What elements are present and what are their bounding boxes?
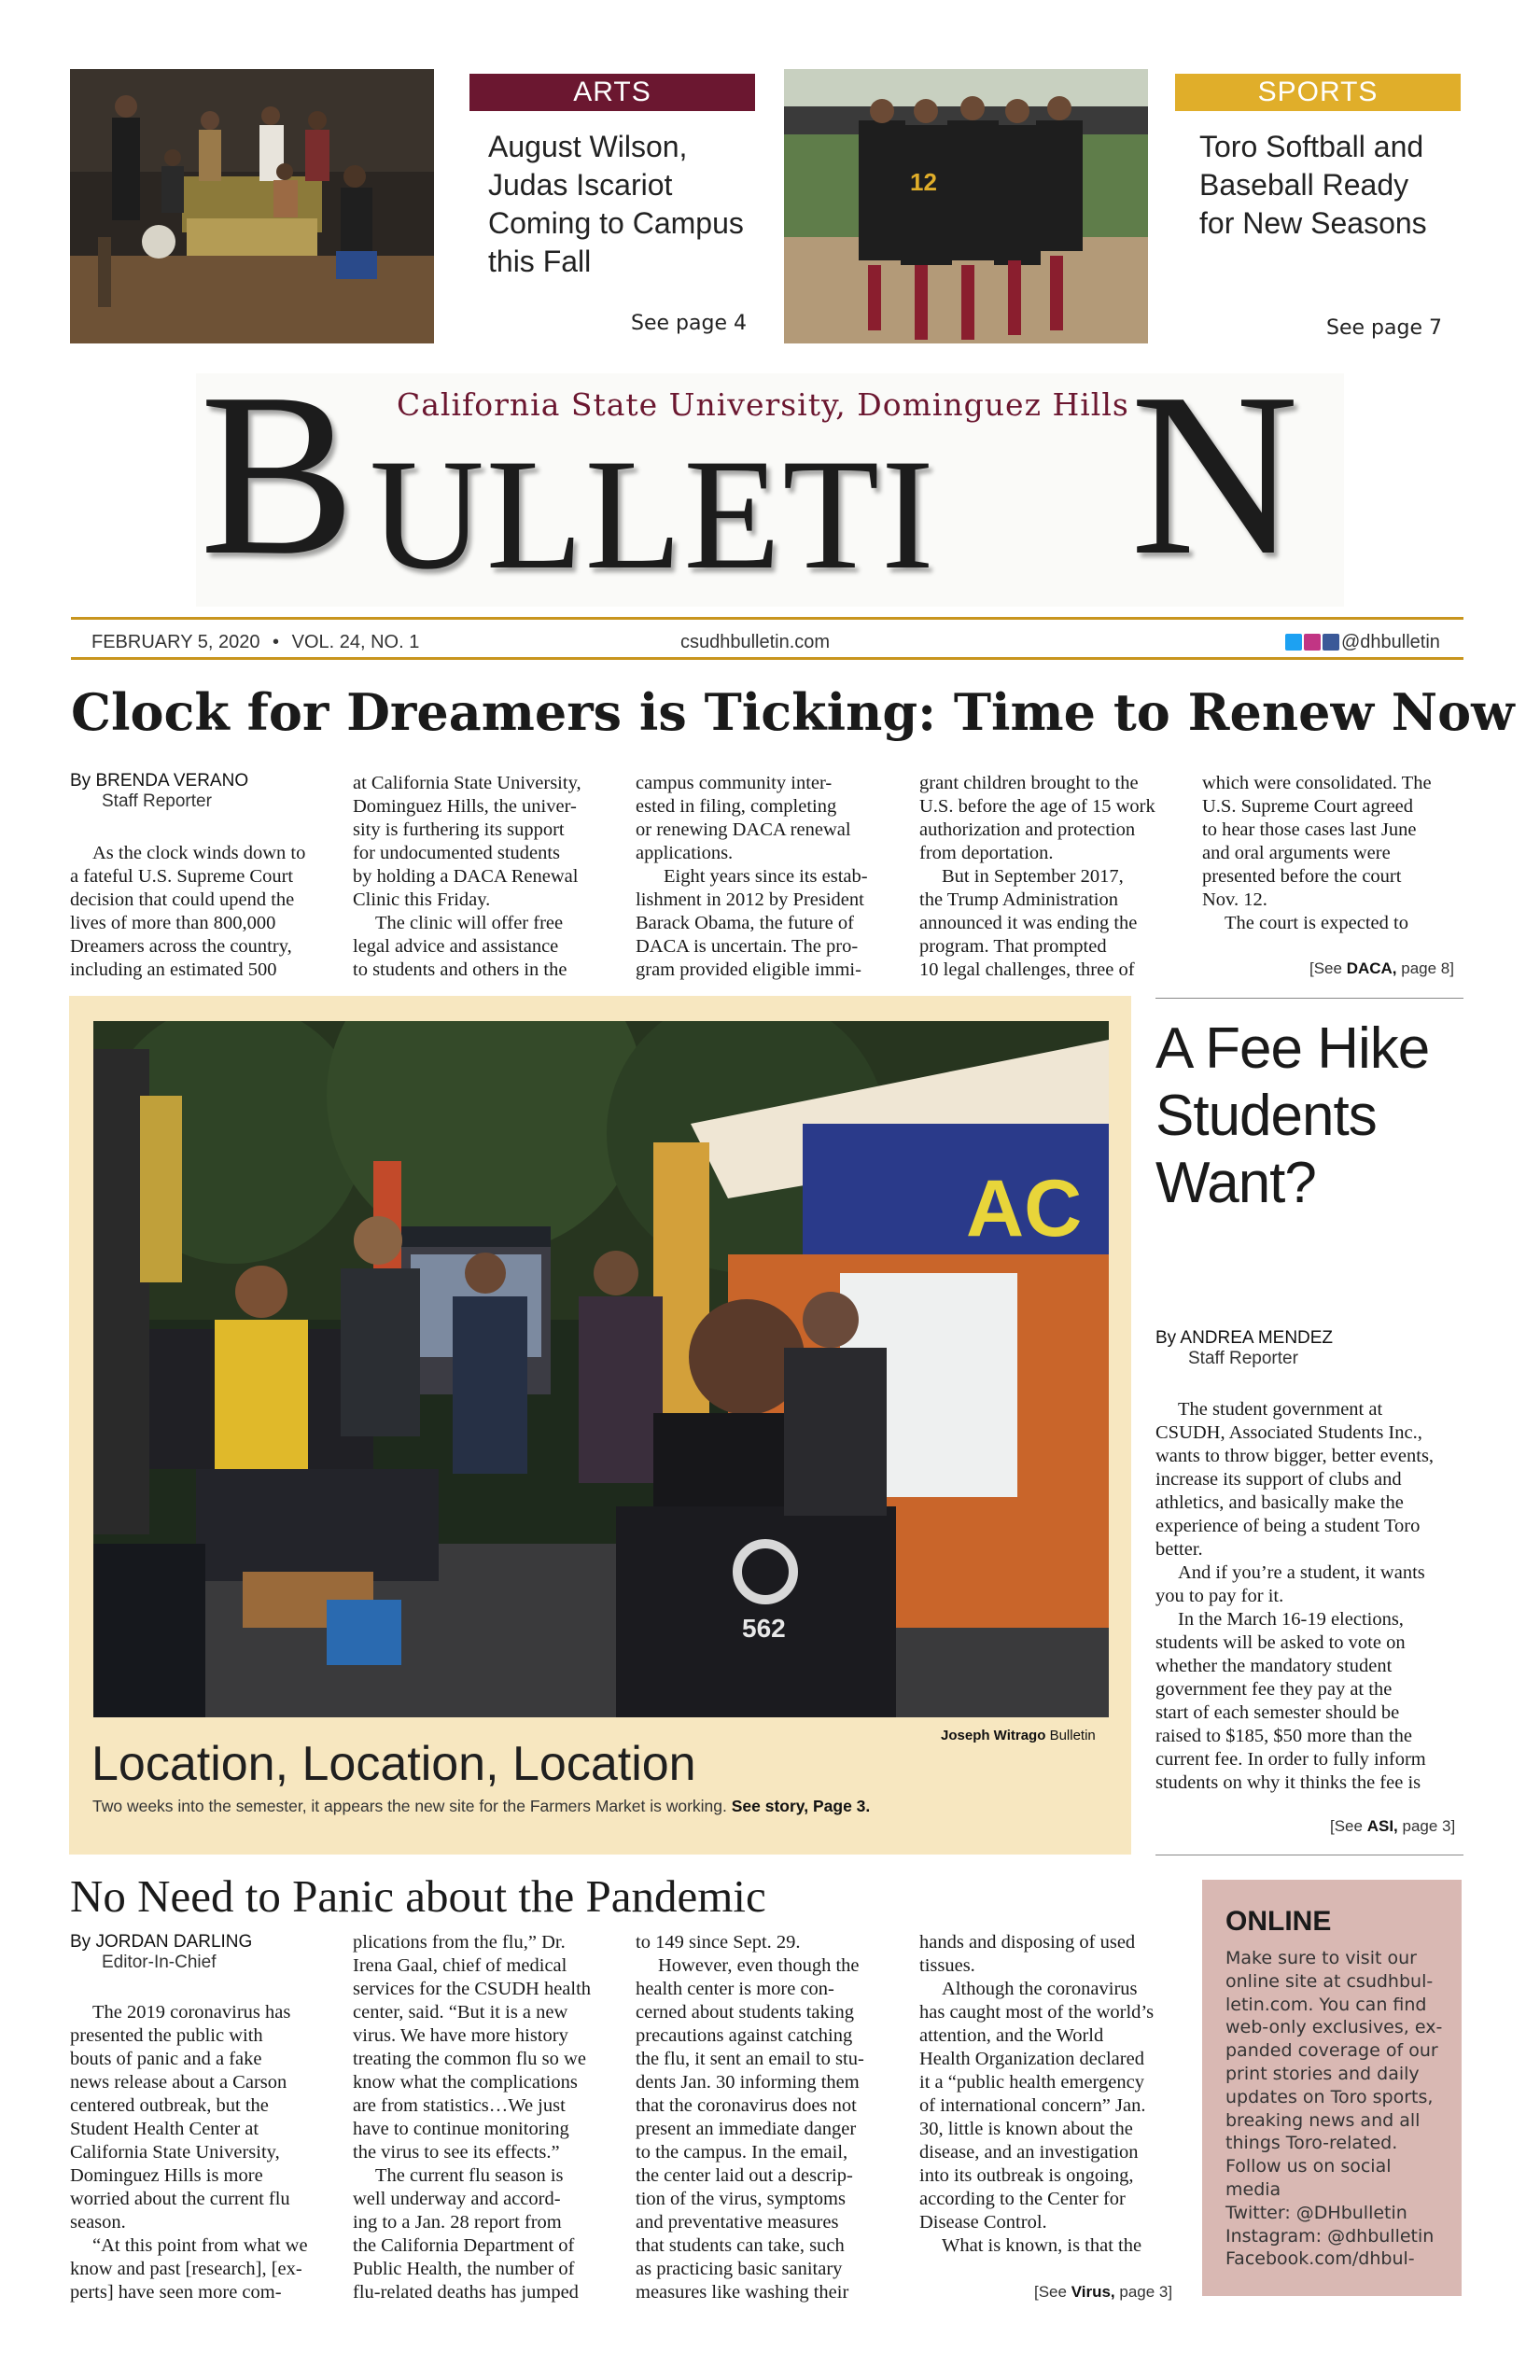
text-line: are from statistics…We just — [353, 2095, 566, 2116]
text-line: start of each semester should be — [1155, 1702, 1400, 1723]
text-line: web-only exclusives, ex- — [1225, 2017, 1443, 2038]
jump-key: DACA, — [1346, 959, 1397, 977]
social-links[interactable] — [1285, 632, 1440, 653]
text-line: as practicing basic sanitary — [636, 2259, 843, 2279]
svg-text:12: 12 — [910, 168, 937, 196]
text-line: print stories and daily — [1225, 2063, 1420, 2084]
text-line: the flu, it sent an email to stu- — [636, 2049, 864, 2069]
text-line: centered outbreak, but the — [70, 2095, 269, 2116]
masthead[interactable] — [196, 345, 1344, 607]
text-line: presented before the court — [1202, 866, 1402, 887]
text-line: a fateful U.S. Supreme Court — [70, 866, 294, 887]
text-line: dents Jan. 30 informing them — [636, 2072, 860, 2093]
text-line: panded coverage of our — [1225, 2040, 1438, 2062]
sports-teaser-title[interactable] — [1199, 128, 1470, 243]
text-line: cerned about students taking — [636, 2002, 854, 2023]
text-line: better. — [1155, 1539, 1203, 1560]
text-line: applications. — [636, 843, 734, 863]
masthead-rule-bottom — [71, 657, 1463, 660]
text-line: at California State University, — [353, 773, 581, 793]
pandemic-column-4 — [919, 1931, 1190, 2258]
sports-photo[interactable] — [784, 69, 1148, 343]
text-line: Dreamers across the country, — [70, 936, 292, 957]
fee-headline-line: A Fee Hike — [1155, 1016, 1430, 1081]
pandemic-column-2 — [353, 1931, 623, 2304]
instagram-icon[interactable] — [1304, 634, 1321, 651]
text-line: CSUDH, Associated Students Inc., — [1155, 1422, 1422, 1443]
text-line: program. That prompted — [919, 936, 1107, 957]
text-line: news release about a Carson — [70, 2072, 287, 2093]
text-line: students on why it thinks the fee is — [1155, 1772, 1421, 1793]
text-line: flu-related deaths has jumped — [353, 2282, 579, 2303]
text-line: including an estimated 500 — [70, 959, 277, 980]
text-line: Dominguez Hills, the univer- — [353, 796, 577, 817]
text-line: online site at csudhbul- — [1225, 1970, 1434, 1992]
text-line: and preventative measures — [636, 2212, 839, 2233]
online-title: ONLINE — [1225, 1906, 1332, 1937]
text-line: that students can take, such — [636, 2235, 845, 2256]
text-line: perts] have seen more com- — [70, 2282, 282, 2303]
feature-title[interactable]: Location, Location, Location — [91, 1737, 696, 1791]
text-line: Nov. 12. — [1202, 889, 1267, 910]
text-line: 30, little is known about the — [919, 2119, 1133, 2139]
fee-jump-link[interactable] — [1330, 1817, 1455, 1836]
text-line: ested in filing, completing — [636, 796, 837, 817]
text-line: the virus to see its effects.” — [353, 2142, 560, 2163]
text-line: updates on Toro sports, — [1225, 2086, 1434, 2107]
text-line: tion of the virus, symptoms — [636, 2189, 846, 2209]
text-line: tissues. — [919, 1955, 975, 1976]
text-line: hands and disposing of used — [919, 1932, 1136, 1953]
jump-pre: [See — [1330, 1817, 1367, 1835]
text-line: The student government at — [1178, 1399, 1383, 1420]
feature-caption — [92, 1797, 870, 1816]
text-line: announced it was ending the — [919, 913, 1138, 933]
lead-headline[interactable]: Clock for Dreamers is Ticking: Time to Renew Now — [71, 682, 1515, 742]
text-line: to the campus. In the email, — [636, 2142, 848, 2163]
jump-key: ASI, — [1366, 1817, 1398, 1835]
caption-text: Two weeks into the semester, it appears the new site for the Farmers Market is working. — [92, 1797, 727, 1815]
svg-text:AC: AC — [966, 1164, 1083, 1253]
text-line: to 149 since Sept. 29. — [636, 1932, 801, 1953]
lead-column-4 — [919, 772, 1190, 982]
text-line: Dominguez Hills is more — [70, 2165, 263, 2186]
text-line: authorization and protection — [919, 819, 1136, 840]
text-line: by holding a DACA Renewal — [353, 866, 579, 887]
fee-byline — [1155, 1328, 1333, 1369]
text-line: Eight years since its estab- — [664, 866, 868, 887]
text-line: grant children brought to the — [919, 773, 1139, 793]
text-line: and oral arguments were — [1202, 843, 1391, 863]
masthead-university: California State University, Dominguez Hills — [397, 386, 1129, 423]
arts-teaser-line: Coming to Campus — [488, 206, 744, 240]
byline-role: Staff Reporter — [102, 791, 212, 811]
masthead-name: N — [1130, 345, 1299, 604]
arts-teaser-title[interactable] — [488, 128, 759, 281]
text-line: or renewing DACA renewal — [636, 819, 851, 840]
text-line: to students and others in the — [353, 959, 567, 980]
author-name: BRENDA VERANO — [95, 771, 249, 791]
text-line: U.S. Supreme Court agreed — [1202, 796, 1414, 817]
text-line: of international concern” Jan. — [919, 2095, 1146, 2116]
text-line: gram provided eligible immi- — [636, 959, 861, 980]
arts-label: ARTS — [469, 74, 755, 111]
text-line: But in September 2017, — [942, 866, 1124, 887]
text-line: lives of more than 800,000 — [70, 913, 276, 933]
jump-key: Virus, — [1071, 2283, 1115, 2301]
lead-column-3 — [636, 772, 906, 982]
fee-headline-line: Students — [1155, 1084, 1377, 1148]
text-line: experience of being a student Toro — [1155, 1516, 1421, 1536]
text-line: California State University, — [70, 2142, 280, 2163]
social-handle: @dhbulletin — [1341, 632, 1440, 652]
text-line: worried about the current flu — [70, 2189, 290, 2209]
fee-headline-line: Want? — [1155, 1151, 1316, 1215]
text-line: Barack Obama, the future of — [636, 913, 854, 933]
text-line: health center is more con- — [636, 1979, 834, 1999]
credit-org: Bulletin — [1049, 1728, 1096, 1743]
lead-column-2 — [353, 772, 623, 982]
lead-byline — [70, 771, 248, 812]
text-line: the Trump Administration — [919, 889, 1118, 910]
text-line: decision that could upend the — [70, 889, 295, 910]
bullet-separator: • — [273, 632, 280, 652]
text-line: The current flu season is — [375, 2165, 564, 2186]
text-line: raised to $185, $50 more than the — [1155, 1726, 1412, 1746]
jump-post: page 8] — [1396, 959, 1454, 977]
text-line: letin.com. You can find — [1225, 1994, 1427, 2015]
text-line: The court is expected to — [1225, 913, 1408, 933]
text-line: attention, and the World — [919, 2025, 1104, 2046]
issue-date — [91, 632, 419, 653]
author-name: JORDAN DARLING — [95, 1932, 253, 1952]
text-line: Follow us on social — [1225, 2156, 1392, 2177]
facebook-icon[interactable] — [1323, 634, 1339, 651]
text-line: What is known, is that the — [942, 2235, 1142, 2256]
text-line: In the March 16-19 elections, — [1178, 1609, 1404, 1630]
lead-column-5 — [1202, 772, 1473, 935]
byline-author: By BRENDA VERANO — [70, 771, 249, 791]
byline-author: By JORDAN DARLING — [70, 1932, 253, 1952]
text-line: it a “public health emergency — [919, 2072, 1144, 2093]
text-line: measures like washing their — [636, 2282, 849, 2303]
pandemic-column-1 — [70, 2001, 341, 2304]
text-line: However, even though the — [658, 1955, 860, 1976]
credit-name: Joseph Witrago — [941, 1728, 1046, 1743]
text-line: well underway and accord- — [353, 2189, 561, 2209]
text-line: media — [1225, 2178, 1281, 2200]
text-line: Irena Gaal, chief of medical — [353, 1955, 567, 1976]
facebook-handle[interactable]: Facebook.com/dhbul- — [1225, 2248, 1415, 2270]
text-line: “At this point from what we — [92, 2235, 308, 2256]
masthead-name: ULLETI — [370, 427, 936, 602]
text-line: the center laid out a descrip- — [636, 2165, 853, 2186]
sports-teaser-line: Toro Softball and — [1199, 130, 1424, 163]
svg-text:562: 562 — [742, 1614, 786, 1643]
twitter-icon[interactable] — [1285, 634, 1302, 651]
masthead-name: B — [200, 345, 356, 604]
text-line: has caught most of the world’s — [919, 2002, 1155, 2023]
text-line: Student Health Center at — [70, 2119, 259, 2139]
jump-pre: [See — [1034, 2283, 1071, 2301]
sidebar-rule-top — [1155, 998, 1463, 999]
text-line: Although the coronavirus — [942, 1979, 1138, 1999]
text-line: virus. We have more history — [353, 2025, 568, 2046]
text-line: precautions against catching — [636, 2025, 853, 2046]
text-line: Clinic this Friday. — [353, 889, 491, 910]
pandemic-jump-link[interactable] — [1034, 2283, 1172, 2302]
caption-link[interactable]: See story, Page 3. — [731, 1797, 871, 1815]
text-line: know and past [research], [ex- — [70, 2259, 302, 2279]
text-line: The clinic will offer free — [375, 913, 564, 933]
text-line: The 2019 coronavirus has — [92, 2002, 291, 2023]
online-body — [1225, 1947, 1457, 2271]
issue-volume: VOL. 24, NO. 1 — [291, 632, 420, 652]
text-line: And if you’re a student, it wants — [1178, 1562, 1425, 1583]
text-line: know what the complications — [353, 2072, 578, 2093]
text-line: to hear those cases last June — [1202, 819, 1417, 840]
twitter-handle[interactable]: Twitter: @DHbulletin — [1225, 2202, 1407, 2223]
byline-role: Editor-In-Chief — [102, 1953, 217, 1972]
pandemic-column-3 — [636, 1931, 906, 2304]
website-link[interactable]: csudhbulletin.com — [680, 632, 831, 652]
fee-headline[interactable] — [1155, 1015, 1463, 1217]
arts-photo[interactable] — [70, 69, 434, 343]
byline-role: Staff Reporter — [1188, 1349, 1298, 1368]
photo-credit — [941, 1728, 1096, 1743]
text-line: bouts of panic and a fake — [70, 2049, 262, 2069]
text-line: presented the public with — [70, 2025, 263, 2046]
masthead-rule-top — [71, 617, 1463, 620]
arts-see-page[interactable]: See page 4 — [631, 312, 747, 335]
text-line: season. — [70, 2212, 126, 2233]
pandemic-headline[interactable]: No Need to Panic about the Pandemic — [70, 1870, 766, 1922]
text-line: present an immediate danger — [636, 2119, 857, 2139]
text-line: athletics, and basically make the — [1155, 1492, 1404, 1513]
text-line: for undocumented students — [353, 843, 561, 863]
jump-post: page 3] — [1397, 1817, 1456, 1835]
text-line: students will be asked to vote on — [1155, 1632, 1406, 1653]
text-line: which were consolidated. The — [1202, 773, 1432, 793]
text-line: DACA is uncertain. The pro- — [636, 936, 859, 957]
instagram-handle[interactable]: Instagram: @dhbulletin — [1225, 2225, 1435, 2247]
text-line: treating the common flu so we — [353, 2049, 586, 2069]
text-line: the California Department of — [353, 2235, 575, 2256]
text-line: lishment in 2012 by President — [636, 889, 864, 910]
text-line: increase its support of clubs and — [1155, 1469, 1402, 1490]
jump-post: page 3] — [1114, 2283, 1173, 2301]
text-line: according to the Center for — [919, 2189, 1126, 2209]
text-line: Make sure to visit our — [1225, 1948, 1417, 1968]
issue-date-text: FEBRUARY 5, 2020 — [91, 632, 260, 652]
text-line: 10 legal challenges, three of — [919, 959, 1135, 980]
text-line: into its outbreak is ongoing, — [919, 2165, 1134, 2186]
sports-teaser-line: for New Seasons — [1199, 206, 1427, 240]
jump-pre: [See — [1309, 959, 1347, 977]
lead-column-1 — [70, 842, 341, 982]
sports-see-page[interactable]: See page 7 — [1326, 316, 1442, 340]
author-name: ANDREA MENDEZ — [1180, 1328, 1334, 1348]
text-line: from deportation. — [919, 843, 1054, 863]
arts-teaser-line: August Wilson, — [488, 130, 688, 163]
text-line: ing to a Jan. 28 report from — [353, 2212, 562, 2233]
text-line: whether the mandatory student — [1155, 1656, 1393, 1676]
text-line: Health Organization declared — [919, 2049, 1144, 2069]
text-line: wants to throw bigger, better events, — [1155, 1446, 1435, 1466]
sports-teaser-line: Baseball Ready — [1199, 168, 1409, 202]
text-line: campus community inter- — [636, 773, 833, 793]
lead-jump-link[interactable] — [1309, 959, 1454, 978]
text-line: things Toro-related. — [1225, 2133, 1398, 2154]
text-line: have to continue monitoring — [353, 2119, 569, 2139]
text-line: U.S. before the age of 15 work — [919, 796, 1155, 817]
fee-body — [1155, 1398, 1463, 1795]
text-line: As the clock winds down to — [92, 843, 306, 863]
byline-author: By ANDREA MENDEZ — [1155, 1328, 1334, 1348]
text-line: center, said. “But it is a new — [353, 2002, 568, 2023]
text-line: legal advice and assistance — [353, 936, 559, 957]
text-line: plications from the flu,” Dr. — [353, 1932, 566, 1953]
text-line: government fee they pay at the — [1155, 1679, 1393, 1700]
text-line: that the coronavirus does not — [636, 2095, 857, 2116]
text-line: you to pay for it. — [1155, 1586, 1284, 1606]
sports-label: SPORTS — [1175, 74, 1461, 111]
text-line: current fee. In order to fully inform — [1155, 1749, 1426, 1770]
farmers-market-photo[interactable] — [93, 1021, 1109, 1717]
text-line: Disease Control. — [919, 2212, 1047, 2233]
pandemic-byline — [70, 1932, 252, 1973]
arts-teaser-line: Judas Iscariot — [488, 168, 673, 202]
arts-teaser-line: this Fall — [488, 245, 592, 278]
text-line: sity is furthering its support — [353, 819, 565, 840]
text-line: services for the CSUDH health — [353, 1979, 592, 1999]
text-line: Public Health, the number of — [353, 2259, 575, 2279]
text-line: breaking news and all — [1225, 2109, 1421, 2131]
text-line: disease, and an investigation — [919, 2142, 1139, 2163]
